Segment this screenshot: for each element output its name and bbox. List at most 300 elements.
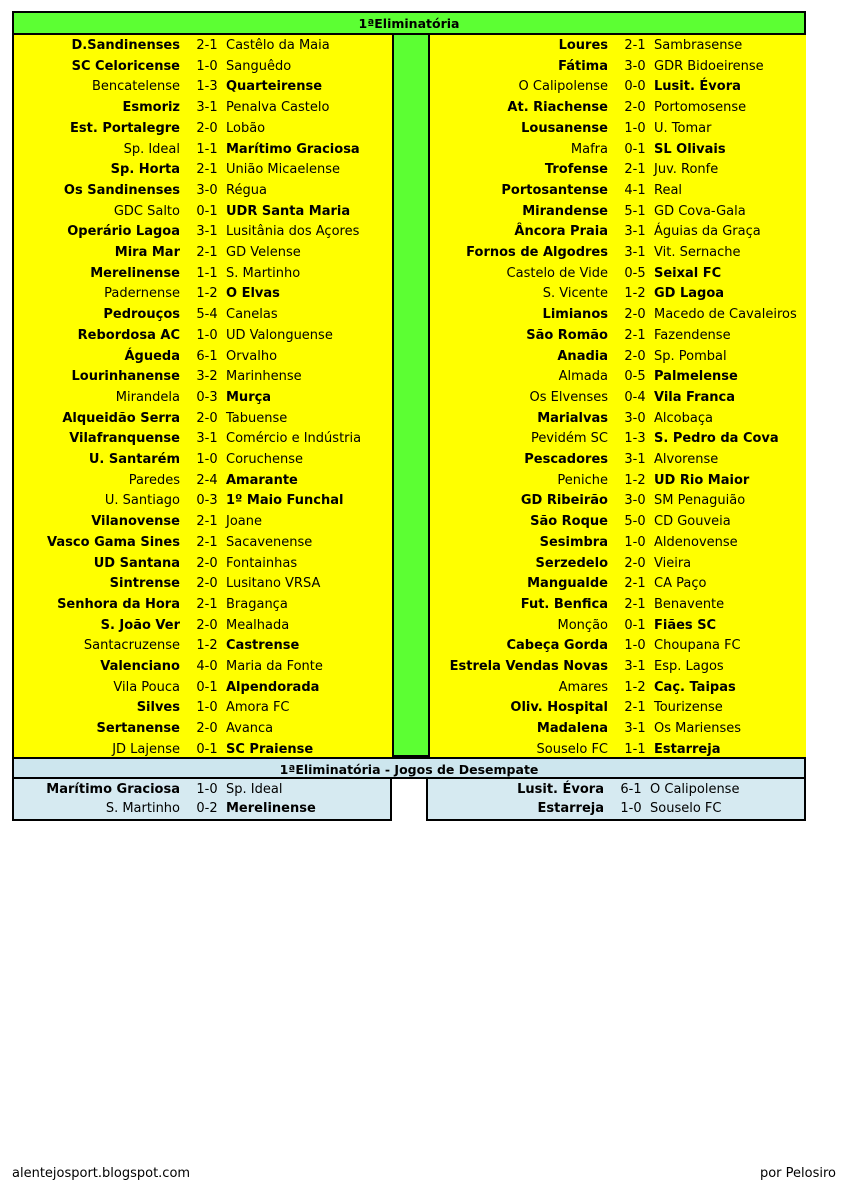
match-score: 1-0 — [196, 452, 218, 467]
match-row — [14, 429, 392, 450]
home-team: Est. Portalegre — [70, 120, 180, 136]
match-score: 1-0 — [196, 700, 218, 716]
match-row — [430, 616, 806, 637]
match-score: 5-4 — [196, 307, 218, 323]
table-title: 1ªEliminatória — [14, 13, 804, 35]
match-row — [14, 222, 392, 243]
match-score: 3-0 — [624, 493, 646, 509]
match-row — [430, 222, 806, 243]
home-team: Madalena — [536, 721, 608, 737]
away-team: Fazendense — [654, 327, 731, 343]
away-team: GDR Bidoeirense — [654, 58, 764, 74]
away-team: CA Paço — [654, 576, 707, 592]
home-team: Sesimbra — [539, 534, 608, 550]
match-row — [430, 574, 806, 595]
match-row — [14, 160, 392, 181]
match-row — [14, 554, 392, 575]
home-team: GDC Salto — [113, 203, 180, 219]
match-score: 3-1 — [196, 431, 218, 447]
match-row — [14, 367, 392, 388]
away-team: O Calipolense — [650, 782, 740, 797]
away-team: 1º Maio Funchal — [226, 493, 344, 509]
tiebreak-left-column — [12, 779, 392, 821]
home-team: Lousanense — [521, 120, 608, 136]
match-score: 2-0 — [624, 307, 646, 323]
home-team: Mafra — [570, 141, 608, 157]
away-team: Lusitânia dos Açores — [226, 224, 360, 240]
home-team: Mirandense — [522, 203, 608, 219]
match-score: 1-1 — [196, 265, 218, 281]
match-score: 3-1 — [624, 452, 646, 467]
match-row — [14, 678, 392, 699]
away-team: Vieira — [654, 555, 692, 571]
away-team: Estarreja — [654, 741, 721, 757]
away-team: Amarante — [226, 472, 298, 488]
match-row — [14, 636, 392, 657]
home-team: D.Sandinenses — [71, 38, 180, 53]
match-score: 2-1 — [624, 38, 646, 53]
away-team: GD Lagoa — [654, 286, 725, 302]
match-row — [430, 698, 806, 719]
away-team: Portomosense — [654, 100, 747, 116]
home-team: Águeda — [124, 348, 180, 364]
home-team: Merelinense — [90, 265, 180, 281]
home-team: Paredes — [128, 472, 180, 488]
away-team: CD Gouveia — [654, 514, 731, 530]
match-row — [430, 160, 806, 181]
away-team: Penalva Castelo — [226, 100, 330, 116]
match-row — [14, 77, 392, 98]
match-score: 0-1 — [196, 679, 218, 695]
match-row — [14, 657, 392, 678]
away-team: Coruchense — [226, 452, 304, 467]
match-row — [430, 450, 806, 471]
home-team: Souselo FC — [536, 741, 608, 757]
away-team: Lusitano VRSA — [226, 576, 321, 592]
away-team: Orvalho — [226, 348, 278, 364]
match-row — [430, 388, 806, 409]
match-row — [428, 780, 804, 799]
away-team: Macedo de Cavaleiros — [654, 307, 797, 323]
match-score: 2-1 — [196, 534, 218, 550]
home-team: Limianos — [542, 307, 608, 323]
match-score: 0-1 — [624, 141, 646, 157]
home-team: S. João Ver — [100, 617, 180, 633]
away-team: Seixal FC — [654, 265, 722, 281]
away-team: Murça — [226, 389, 272, 405]
home-team: Mangualde — [527, 576, 608, 592]
away-team: S. Pedro da Cova — [654, 431, 779, 447]
match-score: 3-1 — [624, 224, 646, 240]
match-score: 1-0 — [196, 327, 218, 343]
away-team: UDR Santa Maria — [226, 203, 351, 219]
away-team: Souselo FC — [650, 801, 722, 816]
away-team: Sanguêdo — [226, 58, 292, 74]
match-score: 0-2 — [196, 801, 218, 816]
match-score: 1-2 — [624, 286, 646, 302]
home-team: S. Vicente — [542, 286, 608, 302]
match-score: 3-1 — [624, 245, 646, 260]
away-team: Águias da Graça — [654, 224, 761, 240]
match-row — [430, 678, 806, 699]
away-team: GD Cova-Gala — [654, 203, 746, 219]
home-team: Operário Lagoa — [67, 224, 180, 240]
match-score: 2-1 — [196, 596, 218, 612]
home-team: Estrela Vendas Novas — [449, 659, 608, 674]
match-row — [430, 36, 806, 57]
match-score: 3-0 — [196, 182, 218, 198]
home-team: Cabeça Gorda — [506, 638, 608, 654]
home-team: Sertanense — [96, 721, 180, 737]
match-row — [14, 305, 392, 326]
match-score: 0-1 — [196, 203, 218, 219]
away-team: Canelas — [226, 307, 278, 323]
match-row — [14, 347, 392, 368]
home-team: Peniche — [557, 472, 608, 488]
home-team: Vilanovense — [91, 514, 180, 530]
away-team: Lusit. Évora — [654, 79, 741, 95]
home-team: São Romão — [526, 327, 608, 343]
match-score: 1-0 — [196, 782, 218, 797]
home-team: Anadia — [557, 348, 608, 364]
away-team: Real — [654, 182, 683, 198]
match-row — [430, 471, 806, 492]
home-team: Serzedelo — [535, 555, 608, 571]
match-row — [428, 799, 804, 818]
home-team: Vasco Gama Sines — [47, 534, 180, 550]
match-score: 0-1 — [624, 617, 646, 633]
match-score: 2-4 — [196, 472, 218, 488]
home-team: Portosantense — [501, 182, 608, 198]
home-team: Oliv. Hospital — [510, 700, 608, 716]
away-team: Joane — [226, 514, 262, 530]
match-row — [14, 409, 392, 430]
home-team: Mira Mar — [114, 245, 180, 260]
match-score: 1-0 — [620, 801, 642, 816]
match-score: 0-1 — [196, 741, 218, 757]
away-team: Sambrasense — [654, 38, 743, 53]
match-score: 5-0 — [624, 514, 646, 530]
match-score: 1-2 — [624, 472, 646, 488]
match-row — [14, 491, 392, 512]
match-row — [14, 181, 392, 202]
match-score: 2-0 — [196, 576, 218, 592]
away-team: Lobão — [226, 120, 266, 136]
away-team: Maria da Fonte — [226, 659, 323, 674]
home-team: Esmoriz — [122, 100, 180, 116]
home-team: Senhora da Hora — [57, 596, 180, 612]
home-team: Marítimo Graciosa — [46, 782, 180, 797]
match-row — [14, 98, 392, 119]
away-team: Tabuense — [226, 410, 288, 426]
match-score: 2-0 — [196, 721, 218, 737]
home-team: GD Ribeirão — [520, 493, 608, 509]
home-team: SC Celoricense — [71, 58, 180, 74]
home-team: U. Santarém — [88, 452, 180, 467]
match-row — [14, 471, 392, 492]
away-team: Sacavenense — [226, 534, 313, 550]
match-score: 2-1 — [624, 596, 646, 612]
home-team: Pedrouços — [103, 307, 180, 323]
match-row — [14, 616, 392, 637]
match-row — [430, 554, 806, 575]
match-score: 0-0 — [624, 79, 646, 95]
home-team: Santacruzense — [83, 638, 180, 654]
match-score: 0-3 — [196, 389, 218, 405]
home-team: Vila Pouca — [113, 679, 180, 695]
match-score: 4-0 — [196, 659, 218, 674]
home-team: São Roque — [530, 514, 608, 530]
match-row — [14, 512, 392, 533]
away-team: Fiães SC — [654, 617, 717, 633]
home-team: Loures — [558, 38, 608, 53]
away-team: Caç. Taipas — [654, 679, 736, 695]
away-team: Alcobaça — [654, 410, 713, 426]
match-score: 2-1 — [624, 327, 646, 343]
match-row — [14, 574, 392, 595]
match-row — [430, 181, 806, 202]
away-team: Choupana FC — [654, 638, 741, 654]
match-score: 1-0 — [196, 58, 218, 74]
home-team: Bencatelense — [92, 79, 180, 95]
away-team: Vila Franca — [654, 389, 736, 405]
match-score: 6-1 — [196, 348, 218, 364]
match-row — [14, 284, 392, 305]
match-score: 0-3 — [196, 493, 218, 509]
match-row — [430, 657, 806, 678]
away-team: Benavente — [654, 596, 725, 612]
away-team: Esp. Lagos — [654, 659, 724, 674]
match-row — [430, 98, 806, 119]
match-row — [430, 595, 806, 616]
away-team: Alpendorada — [226, 679, 320, 695]
away-team: SM Penaguião — [654, 493, 746, 509]
match-score: 1-2 — [196, 286, 218, 302]
home-team: Fátima — [558, 58, 608, 74]
match-row — [430, 512, 806, 533]
away-team: Régua — [226, 182, 267, 198]
away-team: Bragança — [226, 596, 288, 612]
home-team: Rebordosa AC — [77, 327, 180, 343]
right-results-column — [428, 35, 806, 757]
match-score: 2-1 — [624, 576, 646, 592]
tiebreak-right-column — [426, 779, 806, 821]
home-team: Sintrense — [109, 576, 180, 592]
away-team: UD Valonguense — [226, 327, 333, 343]
home-team: JD Lajense — [112, 741, 180, 757]
match-score: 0-4 — [624, 389, 646, 405]
match-score: 2-0 — [196, 120, 218, 136]
match-score: 3-1 — [624, 721, 646, 737]
home-team: UD Santana — [93, 555, 180, 571]
away-team: Castrense — [226, 638, 300, 654]
home-team: Fornos de Algodres — [466, 245, 608, 260]
away-team: Os Marienses — [654, 721, 742, 737]
match-score: 2-0 — [196, 555, 218, 571]
match-score: 1-3 — [196, 79, 218, 95]
away-team: Avanca — [226, 721, 274, 737]
footer-site-url: alentejosport.blogspot.com — [12, 1166, 191, 1181]
away-team: Sp. Pombal — [654, 348, 727, 364]
home-team: Trofense — [544, 162, 608, 178]
home-team: Fut. Benfica — [520, 596, 608, 612]
match-row — [430, 719, 806, 740]
match-row — [14, 57, 392, 78]
match-score: 2-1 — [624, 700, 646, 716]
match-row — [430, 284, 806, 305]
match-score: 2-0 — [196, 617, 218, 633]
away-team: GD Velense — [226, 245, 301, 260]
match-row — [430, 243, 806, 264]
match-row — [430, 202, 806, 223]
away-team: Amora FC — [226, 700, 290, 716]
tiebreak-title: 1ªEliminatória - Jogos de Desempate — [12, 757, 806, 779]
away-team: S. Martinho — [226, 265, 301, 281]
home-team: Silves — [136, 700, 180, 716]
home-team: Pescadores — [524, 452, 608, 467]
away-team: Fontainhas — [226, 555, 298, 571]
away-team: Marinhense — [226, 369, 302, 385]
match-score: 1-0 — [624, 638, 646, 654]
match-row — [430, 326, 806, 347]
match-score: 3-0 — [624, 58, 646, 74]
match-row — [14, 388, 392, 409]
away-team: U. Tomar — [654, 120, 712, 136]
home-team: Amares — [558, 679, 608, 695]
match-score: 3-0 — [624, 410, 646, 426]
match-row — [14, 326, 392, 347]
away-team: O Elvas — [226, 286, 280, 302]
away-team: SC Praiense — [226, 741, 314, 757]
match-score: 2-1 — [196, 245, 218, 260]
round-one-results-table — [12, 11, 806, 757]
match-row — [14, 450, 392, 471]
match-row — [14, 202, 392, 223]
footer-author: por Pelosiro — [759, 1166, 836, 1181]
match-row — [430, 140, 806, 161]
away-team: União Micaelense — [226, 162, 340, 178]
match-row — [14, 119, 392, 140]
home-team: O Calipolense — [518, 79, 608, 95]
match-score: 2-1 — [196, 38, 218, 53]
match-score: 2-0 — [624, 100, 646, 116]
match-score: 3-1 — [624, 659, 646, 674]
match-score: 3-1 — [196, 100, 218, 116]
match-score: 1-3 — [624, 431, 646, 447]
tiebreak-results-table — [12, 757, 806, 821]
away-team: Tourizense — [654, 700, 723, 716]
match-score: 5-1 — [624, 203, 646, 219]
home-team: Os Sandinenses — [63, 182, 180, 198]
home-team: Marialvas — [537, 410, 608, 426]
match-score: 2-0 — [624, 555, 646, 571]
home-team: Âncora Praia — [514, 224, 608, 240]
match-score: 1-1 — [624, 741, 646, 757]
away-team: Mealhada — [226, 617, 290, 633]
away-team: Marítimo Graciosa — [226, 141, 360, 157]
match-score: 1-1 — [196, 141, 218, 157]
home-team: Sp. Horta — [110, 162, 180, 178]
home-team: Vilafranquense — [69, 431, 180, 447]
home-team: Valenciano — [100, 659, 180, 674]
match-row — [430, 636, 806, 657]
away-team: Comércio e Indústria — [226, 431, 362, 447]
away-team: Merelinense — [226, 801, 316, 816]
match-score: 3-2 — [196, 369, 218, 385]
match-score: 1-2 — [196, 638, 218, 654]
match-score: 2-1 — [196, 162, 218, 178]
match-row — [14, 140, 392, 161]
home-team: Castelo de Vide — [506, 265, 608, 281]
match-row — [14, 698, 392, 719]
match-row — [430, 119, 806, 140]
away-team: Vit. Sernache — [654, 245, 741, 260]
away-team: SL Olivais — [654, 141, 726, 157]
away-team: Alvorense — [654, 452, 719, 467]
match-row — [430, 305, 806, 326]
home-team: Os Elvenses — [529, 389, 608, 405]
home-team: Estarreja — [537, 801, 604, 816]
home-team: At. Riachense — [507, 100, 608, 116]
match-score: 1-2 — [624, 679, 646, 695]
match-row — [14, 799, 390, 818]
match-row — [430, 429, 806, 450]
match-row — [14, 243, 392, 264]
home-team: Monção — [557, 617, 608, 633]
away-team: Palmelense — [654, 369, 738, 385]
match-row — [430, 367, 806, 388]
match-score: 1-0 — [624, 534, 646, 550]
match-row — [14, 719, 392, 740]
home-team: Mirandela — [115, 389, 180, 405]
match-score: 0-5 — [624, 369, 646, 385]
match-row — [14, 36, 392, 57]
match-score: 1-0 — [624, 120, 646, 136]
left-results-column — [14, 35, 394, 757]
home-team: Sp. Ideal — [123, 141, 180, 157]
home-team: Lusit. Évora — [517, 782, 604, 797]
match-row — [14, 780, 390, 799]
away-team: Aldenovense — [654, 534, 738, 550]
match-row — [14, 595, 392, 616]
match-score: 2-1 — [624, 162, 646, 178]
away-team: Castêlo da Maia — [226, 38, 330, 53]
home-team: Pevidém SC — [530, 431, 608, 447]
home-team: S. Martinho — [105, 801, 180, 816]
home-team: Alqueidão Serra — [62, 410, 180, 426]
home-team: Lourinhanense — [71, 369, 180, 385]
match-score: 2-1 — [196, 514, 218, 530]
match-row — [430, 57, 806, 78]
match-score: 4-1 — [624, 182, 646, 198]
away-team: Sp. Ideal — [226, 782, 283, 797]
match-row — [430, 347, 806, 368]
away-team: Juv. Ronfe — [654, 162, 719, 178]
home-team: U. Santiago — [104, 493, 180, 509]
home-team: Almada — [558, 369, 608, 385]
match-row — [430, 491, 806, 512]
match-score: 3-1 — [196, 224, 218, 240]
match-score: 2-0 — [196, 410, 218, 426]
match-row — [430, 533, 806, 554]
away-team: UD Rio Maior — [654, 472, 750, 488]
match-row — [430, 264, 806, 285]
match-row — [14, 264, 392, 285]
match-score: 6-1 — [620, 782, 642, 797]
match-score: 2-0 — [624, 348, 646, 364]
home-team: Padernense — [104, 286, 180, 302]
match-row — [430, 77, 806, 98]
